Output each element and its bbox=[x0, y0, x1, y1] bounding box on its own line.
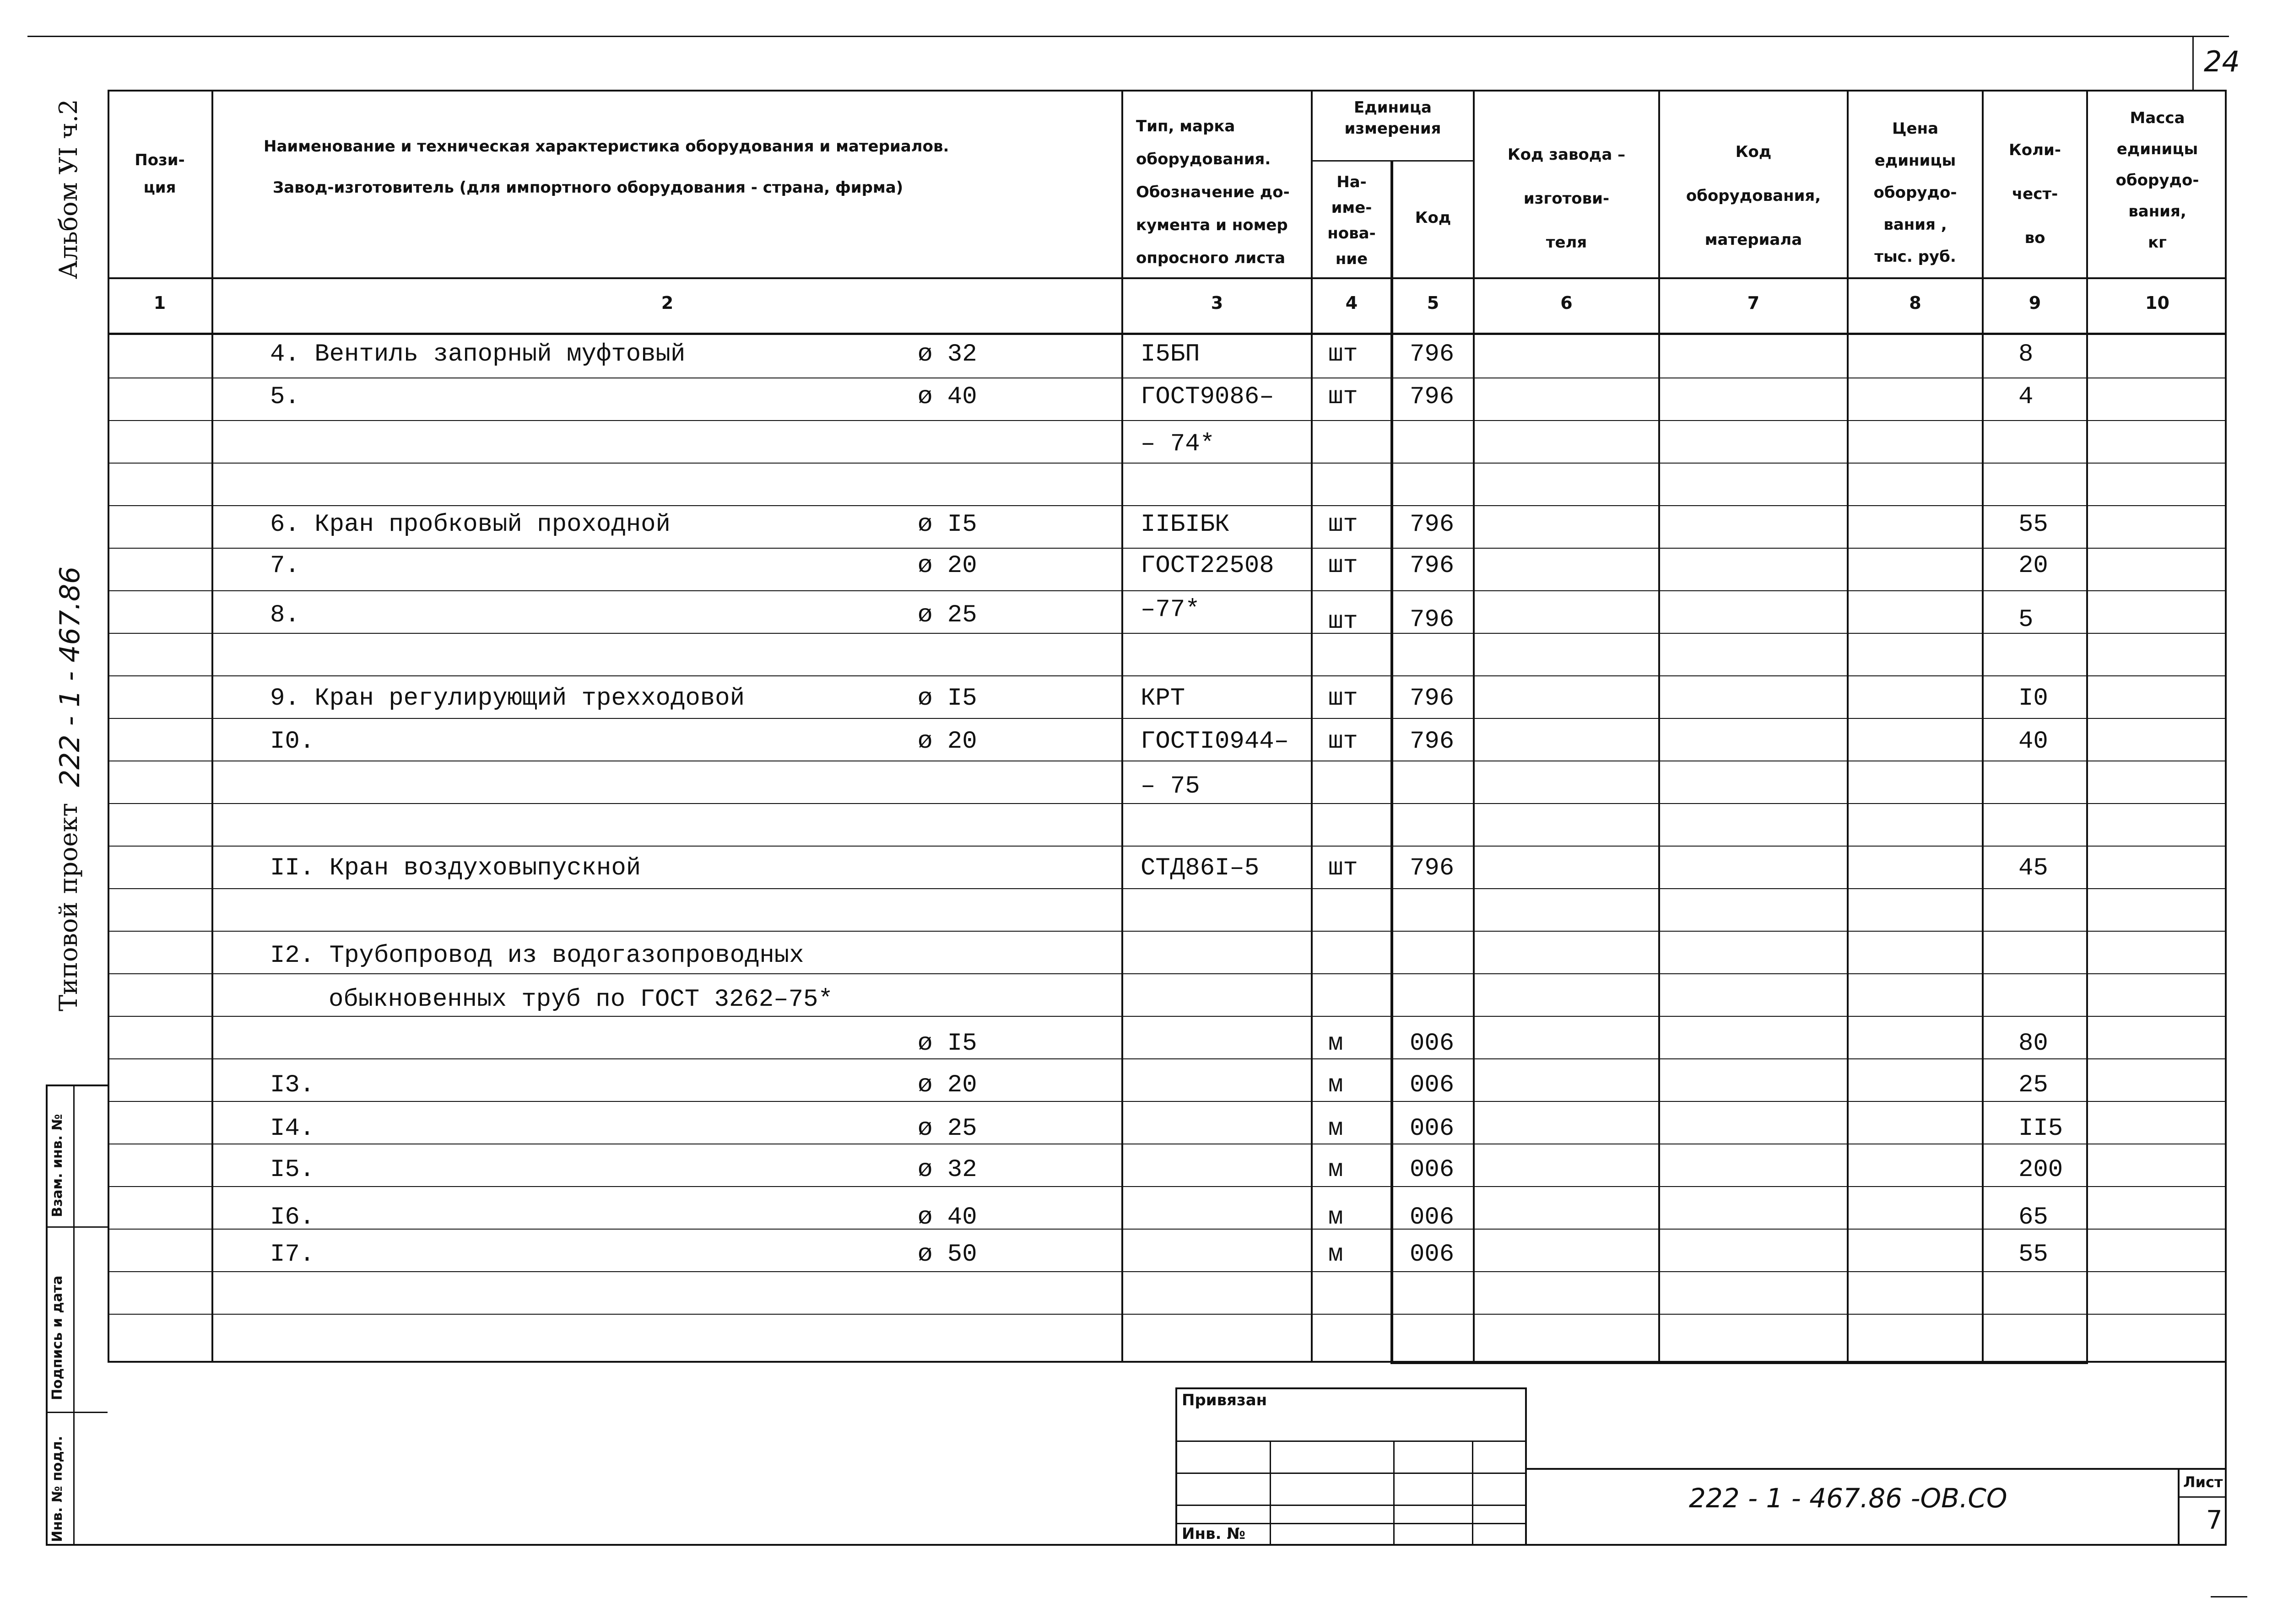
table-row: – 74* bbox=[1141, 430, 1215, 458]
header-col1: Пози- ция bbox=[135, 151, 185, 197]
inv-podl-label: Инв. № подл. bbox=[49, 1435, 65, 1542]
bottom-right-dash bbox=[2211, 1596, 2247, 1597]
table-row: I5. ø 32 м 006 200 bbox=[270, 1156, 2063, 1184]
table-row: 8. ø 25 –77* шт 796 5 bbox=[270, 596, 2034, 636]
header-col4: На- име- нова- ние bbox=[1327, 173, 1376, 268]
podpis-data-label: Подпись и дата bbox=[49, 1275, 65, 1400]
table-row: I6. ø 40 м 006 65 bbox=[270, 1203, 2048, 1231]
table-row: обыкновенных труб по ГОСТ 3262–75* bbox=[329, 986, 833, 1014]
inv-no-label: Инв. № bbox=[1182, 1525, 1246, 1543]
album-label: Альбом УI ч.2 bbox=[54, 99, 83, 279]
table-row: II. Кран воздуховыпускной СТД86I–5 шт 796 45 bbox=[270, 854, 2048, 882]
table-row: I3. ø 20 м 006 25 bbox=[270, 1071, 2048, 1099]
table-row: I7. ø 50 м 006 55 bbox=[270, 1241, 2048, 1268]
table-row: 9. Кран регулирующий трехходовой ø I5 КРТ шт 796 I0 bbox=[270, 685, 2048, 712]
table-row: 5. ø 40 ГОСТ9086– шт 796 4 bbox=[270, 383, 2034, 411]
table-row: – 75 bbox=[1141, 772, 1200, 800]
column-numbers-row: 1 2 3 4 5 6 7 8 9 10 bbox=[153, 293, 2169, 313]
privyazan-label: Привязан bbox=[1182, 1391, 1267, 1409]
header-col10: Масса единицы оборудо- вания, кг bbox=[2115, 109, 2199, 252]
table-row: ø I5 м 006 80 bbox=[918, 1030, 2048, 1057]
vzam-inv-label: Взам. инв. № bbox=[49, 1114, 65, 1217]
header-col8: Цена единицы оборудо- вания , тыс. руб. bbox=[1873, 119, 1957, 266]
table-row: I4. ø 25 м 006 II5 bbox=[270, 1115, 2063, 1143]
document-code: 222 - 1 - 467.86 -ОВ.СО bbox=[1689, 1483, 2007, 1514]
header-col5: Код bbox=[1415, 209, 1451, 227]
header-col9: Коли- чест- во bbox=[2009, 141, 2061, 247]
header-unit-group: Единица измерения bbox=[1344, 98, 1441, 138]
sheet-corner-number: 24 bbox=[2204, 45, 2240, 78]
stamp-top-line bbox=[1527, 1468, 2227, 1470]
table-row: I0. ø 20 ГОСТI0944– шт 796 40 bbox=[270, 728, 2048, 755]
project-type-label: Типовой проект bbox=[54, 803, 83, 1011]
header-col3: Тип, марка оборудования. Обозначение до- кумента и номер опросного листа bbox=[1136, 117, 1290, 267]
sheet-label: Лист bbox=[2183, 1473, 2223, 1491]
table-row: 6. Кран пробковый проходной ø I5 IIБIБК шт 796 55 bbox=[270, 511, 2048, 539]
sheet-number: 7 bbox=[2206, 1505, 2223, 1535]
privyazan-grid bbox=[1175, 1387, 1527, 1546]
sheet-box-divider bbox=[2178, 1496, 2227, 1498]
table-row: 4. Вентиль запорный муфтовый ø 32 I5БП шт 796 8 bbox=[270, 340, 2034, 368]
project-code-label: 222 - 1 - 467.86 bbox=[54, 566, 86, 787]
header-col2: Наименование и техническая характеристика оборудования и материалов. Завод-изготовитель (для импортного оборудования - страна, фирма) bbox=[264, 137, 949, 197]
table-row: 7. ø 20 ГОСТ22508 шт 796 20 bbox=[270, 552, 2048, 580]
header-col6: Код завода – изготови- теля bbox=[1507, 146, 1626, 252]
header-col7: Код оборудования, материала bbox=[1686, 143, 1821, 249]
table-row: I2. Трубопровод из водогазопроводных bbox=[270, 942, 804, 970]
